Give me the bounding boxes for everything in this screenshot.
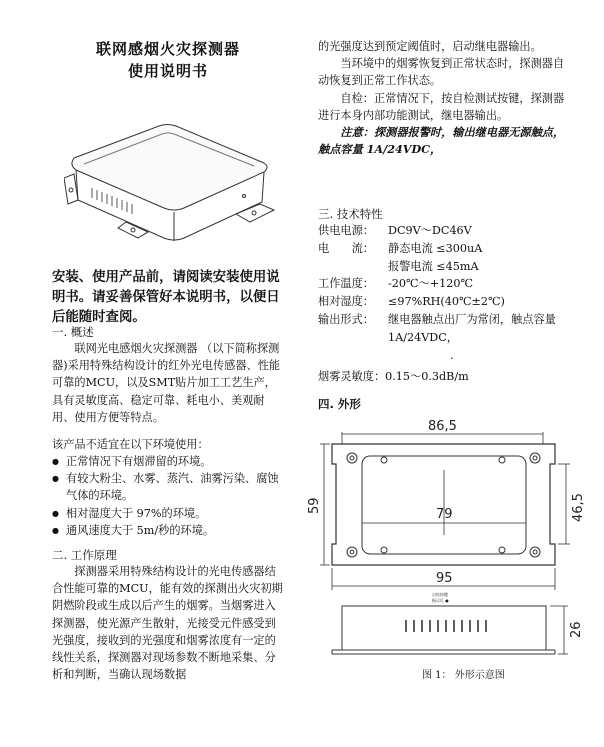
spec-value: 报警电流 ≤45mA [388, 259, 479, 273]
spec-dot: . [450, 348, 454, 362]
side-label-2: 指示灯 ● [432, 598, 449, 603]
table-row [318, 222, 563, 240]
spec-label: 输出形式： [318, 312, 374, 326]
table-row [318, 347, 563, 365]
list-item: ● 正常情况下有烟滞留的环境。 [52, 453, 284, 470]
dim-side: 26 [569, 621, 584, 638]
figure-caption: 图 1： 外形示意图 [422, 670, 505, 681]
table-row [318, 258, 563, 276]
section2-body: 探测器采用特殊结构设计的光电传感器结合性能可靠的MCU，能有效的探测出火灾初期阴燃阶段或生成以后产生的烟雾。当烟雾进入探测器，使光源产生散射，光接受元件感受到光强度，接收到的光强度和烟雾浓度有一定的线性关系，探测器对现场参数不断地采集、分析和判断，当确认现场数据 [52, 565, 283, 682]
title-line-2: 使用说明书 [127, 62, 208, 80]
section4-heading: 四. 外形 [318, 397, 361, 411]
table-row [318, 311, 563, 347]
list-item: ● 有较大粉尘、水雾、蒸汽、油雾污染、腐蚀气体的环境。 [52, 470, 284, 504]
selfcheck-text: 自检：正常情况下，按自检测试按键，探测器进行本身内部功能测试，继电器输出。 [318, 91, 565, 122]
spec-table [318, 222, 563, 364]
spec-label: 相对湿度： [318, 295, 374, 309]
sensitivity-text: 烟雾灵敏度：0.15～0.3dB/m [318, 370, 469, 384]
spec-value: DC9V～DC46V [388, 224, 472, 237]
spec-label: 电 流： [318, 241, 374, 255]
dim-center: 79 [436, 507, 453, 522]
intro-notice: 安装、使用产品前，请阅读安装使用说明书。请妥善保管好本说明书，以便日后能随时查阅。 [52, 270, 280, 325]
env-heading: 该产品不适宜在以下环境使用： [52, 438, 209, 451]
env-list [52, 453, 284, 539]
spec-value: ≤97%RH(40℃±2℃) [388, 295, 505, 309]
spec-value: 静态电流 ≤300uA [388, 241, 483, 255]
list-item: ● 相对湿度大于 97%的环境。 [52, 505, 284, 522]
document-title [52, 38, 284, 82]
table-row [318, 275, 563, 293]
product-illustration [64, 118, 279, 248]
section1-body: 联网光电感烟火灾探测器 （以下简称探测器)采用特殊结构设计的红外光电传感器、性能可靠的MCU，以及SMT贴片加工工艺生产，具有灵敏度高、稳定可靠、耗电小、美观耐用、使用方便等特点。 [52, 342, 281, 424]
dim-right: 46,5 [571, 493, 586, 522]
title-line-1: 联网感烟火灾探测器 [95, 40, 240, 58]
outline-drawing [300, 410, 590, 670]
section2-heading: 二. 工作原理 [52, 548, 117, 562]
spec-value: 继电器触点出厂为常闭，触点容量 1A/24VDC， [388, 312, 556, 344]
spec-label: 工作温度： [318, 277, 374, 291]
spec-label [318, 258, 388, 276]
dim-top: 86,5 [428, 419, 457, 434]
list-item: ● 通风速度大于 5m/秒的环境。 [52, 522, 284, 539]
section3-heading: 三. 技术特性 [318, 207, 383, 221]
section1-heading: 一. 概述 [52, 325, 94, 339]
spec-value: -20℃～+120℃ [388, 277, 473, 291]
dim-left: 59 [307, 497, 322, 514]
section2-continued: 的光强度达到预定阈值时，启动继电器输出。 [318, 40, 542, 53]
dim-bottom: 95 [436, 571, 453, 586]
spec-label: 供电电源： [318, 224, 374, 237]
table-row [318, 240, 563, 258]
restore-text: 当环境中的烟雾恢复到正常状态时，探测器自动恢复到正常工作状态。 [318, 57, 565, 88]
side-label-1: 自检按键 [432, 592, 448, 597]
table-row [318, 293, 563, 311]
alarm-note: 注意：探测器报警时，输出继电器无源触点，触点容量 1A/24VDC， [318, 125, 565, 157]
